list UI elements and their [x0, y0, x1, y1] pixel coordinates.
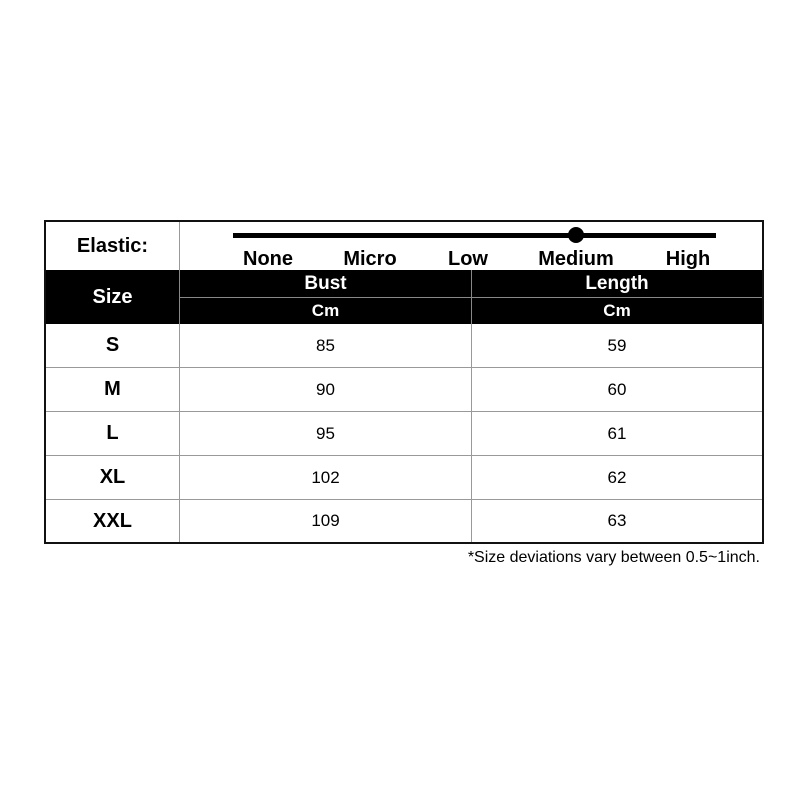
size-cell: L	[46, 412, 180, 455]
length-cell: 60	[607, 379, 627, 399]
elastic-row	[46, 222, 762, 270]
table-body	[46, 324, 762, 542]
elastic-indicator	[568, 227, 584, 243]
size-cell: M	[46, 368, 180, 411]
elastic-level-high: High	[665, 248, 711, 270]
bust-header	[180, 270, 472, 324]
size-chart	[44, 220, 764, 544]
size-header: Size	[46, 270, 180, 324]
bust-cell: 95	[180, 412, 472, 455]
table-row	[46, 324, 762, 368]
elastic-level-micro: Micro	[343, 248, 397, 270]
size-cell: S	[46, 324, 180, 367]
elastic-level-low: Low	[448, 248, 488, 270]
bust-cell: 90	[180, 368, 472, 411]
size-cell: XL	[46, 456, 180, 499]
size-deviation-note: *Size deviations vary between 0.5~1inch.	[467, 549, 760, 566]
length-cell: 61	[607, 423, 627, 443]
length-cell: 59	[607, 335, 627, 355]
elastic-level-none: None	[243, 248, 293, 270]
table-row	[46, 368, 762, 412]
elastic-scale-line	[233, 233, 716, 238]
size-cell: XXL	[46, 500, 180, 542]
length-header-name: Length	[472, 270, 762, 298]
elastic-level-medium: Medium	[538, 248, 614, 270]
bust-cell: 85	[180, 324, 472, 367]
length-cell: 63	[607, 511, 627, 530]
table-header	[46, 270, 762, 324]
length-cell: 62	[607, 467, 627, 487]
bust-header-name: Bust	[180, 270, 471, 298]
table-row	[46, 412, 762, 456]
table-row	[46, 500, 762, 542]
elastic-label: Elastic:	[46, 222, 180, 270]
length-header	[472, 270, 762, 324]
table-row	[46, 456, 762, 500]
bust-cell: 109	[180, 500, 472, 542]
bust-header-unit: Cm	[311, 301, 340, 320]
bust-cell: 102	[180, 456, 472, 499]
length-header-unit: Cm	[603, 301, 631, 320]
